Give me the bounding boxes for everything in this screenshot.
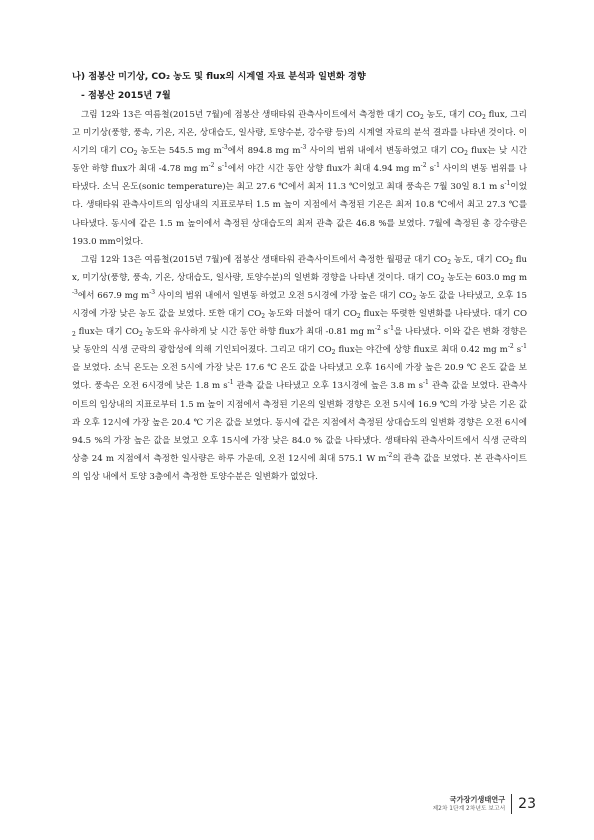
subscript: 2 (133, 150, 138, 158)
subscript: 2 (356, 313, 361, 321)
superscript: -3 (72, 288, 78, 296)
superscript: -1 (227, 379, 234, 387)
superscript: -1 (388, 325, 394, 333)
page-footer (433, 794, 536, 814)
superscript: -3 (149, 288, 156, 296)
superscript: -1 (521, 343, 527, 351)
subscript: 2 (331, 349, 336, 357)
subscript: 2 (72, 331, 76, 339)
subscript: 2 (509, 258, 513, 266)
subscript: 2 (412, 294, 417, 302)
superscript: -3 (221, 144, 228, 152)
superscript: -2 (208, 162, 215, 170)
superscript: -1 (423, 379, 429, 387)
page-number: 23 (518, 796, 536, 812)
superscript: -3 (300, 144, 307, 152)
footer-divider (511, 794, 512, 814)
superscript: -2 (374, 325, 381, 333)
footer-org: 국가장기생태연구 (449, 795, 506, 804)
superscript: -2 (386, 451, 393, 459)
subscript: 2 (481, 114, 486, 121)
paragraph-2: 그림 12와 13은 여름철(2015년 7월)에 점봉산 생태타워 관측사이트에서 측정한 월평균 대기 $CO_2$ 농도, 대기 $CO_2$ flux, 미기상(풍향, 풍속, 기온, 상대습도, 일사량, 토양수분)의 일변화 경향을 나타낸 것이다. 대기 $CO_2$ 농도는 603.0 mg $m^{-3}$에서 667.9 mg $m^{-3}$ 사이의 범위 내에서 일변동 하였고 오전 5시경에 가장 높은 대기 $CO_2$ 농도 값을 나타냈고, 오후 15시경에 가장 낮은 농도 값을 보였다. 또한 대기 $CO_2$ 농도와 더불어 대기 $CO_2$ flux는 뚜렷한 일변화를 나타냈다. 대기 $CO_2$ flux는 대기 $CO_2$ 농도와 유사하게 낮 시간 동안 하향 flux가 최대 -0.81 mg $m^{-2}$ $s^{-1}$을 나타냈다. 이와 같은 변화 경향은 낮 동안의 식생 군락의 광합성에 의해 기인되어졌다. 그리고 대기 $CO_2$ flux는 야간에 상향 flux로 최대 0.42 mg $m^{-2}$ $s^{-1}$을 보였다. 소닉 온도는 오전 5시에 가장 낮은 17.6 ℃ 온도 값을 나타냈고 오후 16시에 가장 높은 20.9 ℃ 온도 값을 보였다. 풍속은 오전 6시경에 낮은 1.8 m $s^{-1}$ 관측 값을 나타냈고 오후 13시경에 높은 3.8 m $s^{-1}$ 관측 값을 보였다. 관측사이트의 임상내의 지표로부터 1.5 m 높이 지점에서 측정된 기온의 일변화 경향은 오전 5시에 16.9 ℃의 가장 낮은 기온 값과 오후 12시에 가장 높은 20.4 ℃ 기온 값을 보였다. 동시에 같은 지점에서 측정된 상대습도의 일변화 경향은 오전 6시에 94.5 %의 가장 높은 값을 보였고 오후 15시에 가장 낮은 84.0 % 값을 나타냈다. 생태타워 관측사이트에서 식생 군락의 상층 24 m 지점에서 측정한 일사량은 하루 가운데, 오전 12시에 최대 575.1 W $m^{-2}$의 관측 값을 보였다. 본 관측사이트의 임상 내에서 토양 3층에서 측정한 토양수분은 일변화가 없었다. (72, 254, 528, 482)
subscript: 2 (138, 331, 143, 339)
paragraph-1: 그림 12와 13은 여름철(2015년 7월)에 점봉산 생태타워 관측사이트에서 측정한 대기 $CO_2$ 농도, 대기 $CO_2$ flux, 그리고 미기상(풍향, 풍속, 기온, 지온, 상대습도, 일사량, 토양수분, 강수량 등)의 시계열 자료의 분석 결과를 나타낸 것이다. 이 시기의 대기 $CO_2$ 농도는 545.5 mg $m^{-3}$에서 894.8 mg $m^{-3}$ 사이의 범위 내에서 변동하였고 대기 $CO_2$ flux는 낮 시간 동안 하향 flux가 최대 -4.78 mg $m^{-2}$ $s^{-1}$에서 야간 시간 동안 상향 flux가 최대 4.94 mg $m^{-2}$ $s^{-1}$ 사이의 변동 범위를 나타냈다. 소닉 온도(sonic temperature)는 최고 27.6 ℃에서 최저 11.3 ℃이었고 최대 풍속은 7월 30일 8.1 m $s^{-1}$이었다. 생태타워 관측사이트의 임상내의 지표로부터 1.5 m 높이 지점에서 측정된 기온은 최저 10.8 ℃에서 최고 27.3 ℃를 나타냈다. 동시에 같은 1.5 m 높이에서 측정된 상대습도의 최저 관측 값은 46.8 %를 보였다. 7월에 측정된 총 강수량은 193.0 mm이었다. (72, 110, 528, 247)
subscript: 2 (419, 114, 424, 121)
subscript: 2 (447, 258, 452, 266)
superscript: -1 (504, 180, 511, 188)
sub-heading: - 점봉산 2015년 7월 (81, 90, 171, 101)
footer-text (433, 795, 506, 813)
superscript: -2 (420, 162, 427, 170)
footer-report: 제2차 1단계 2차년도 보고서 (432, 806, 506, 812)
superscript: -2 (507, 343, 514, 351)
section-heading: 나) 점봉산 미기상, CO₂ 농도 및 flux의 시계열 자료 분석과 일변화 경향 (72, 71, 366, 82)
page-content (72, 70, 527, 486)
superscript: -1 (222, 162, 228, 170)
subscript: 2 (464, 150, 468, 158)
subscript: 2 (261, 313, 266, 321)
subscript: 2 (440, 276, 445, 284)
superscript: -1 (434, 162, 440, 170)
